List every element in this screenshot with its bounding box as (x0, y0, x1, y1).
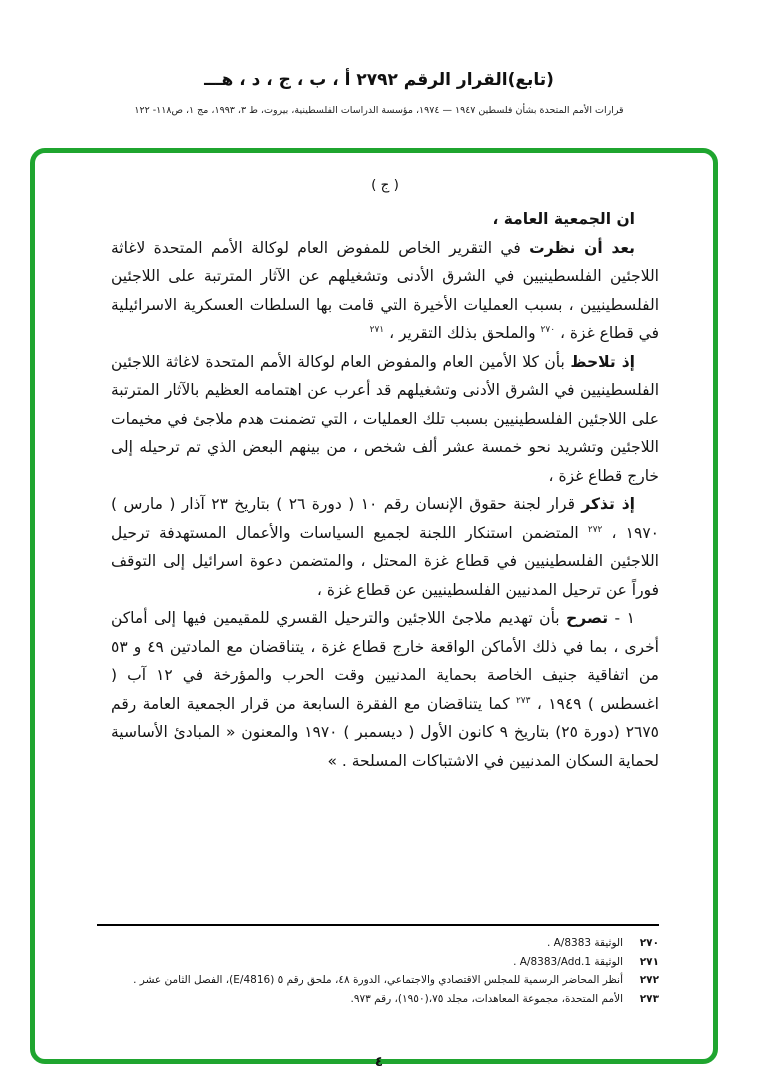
page-number: ٤ (374, 1054, 384, 1070)
footnote-text: أنظر المحاضر الرسمية للمجلس الاقتصادي والاجتماعي، الدورة ٤٨، ملحق رقم ٥ (E/4816)، الفصل الثامن عشر . (133, 974, 623, 986)
footnote-ref-273: ٢٧٣ (515, 695, 531, 706)
paragraph-declares (111, 604, 659, 775)
paragraph-text: والملحق بذلك التقرير ، (389, 324, 536, 342)
paragraph-text: قرار لجنة حقوق الإنسان رقم ١٠ ( دورة ٢٦ ) بتاريخ ٢٣ آذار ( مارس ) ١٩٧٠ ، (111, 495, 659, 542)
paragraph-text: في التقرير الخاص للمفوض العام لوكالة الأمم المتحدة لاغاثة اللاجئين الفلسطينيين في الشرق الأدنى وتشغيلهم عن الآثار المترتبة على اللاجئين الفلسطينيين ، بسبب العمليات الأخيرة التي قامت بها السلطات العسكرية الاسرائيلية في قطاع غزة ، (111, 238, 659, 342)
item-number: ١ - (614, 609, 635, 627)
footnote-number: ٢٧٣ (639, 992, 659, 1005)
paragraph-text: المتضمن استنكار اللجنة لجميع السياسات والأعمال المستهدفة ترحيل اللاجئين الفلسطينيين في قطاع غزة المحتل ، والمتضمن دعوة اسرائيل إلى التوقف فوراً عن ترحيل المدنيين الفلسطينيين عن قطاع غزة ، (111, 523, 659, 599)
lead-phrase: تصرح (566, 609, 609, 627)
paragraph-text: بأن كلا الأمين العام والمفوض العام لوكالة الأمم المتحدة لاغاثة اللاجئين الفلسطينيين في الشرق الأدنى وتشغيلهم قد أعرب عن اهتمامه العظيم بالآثار المترتبة على اللاجئين الفلسطينيين بسبب تلك العمليات ، التي تضمنت هدم ملاجئ في مخيمات اللاجئين وتشريد نحو خمسة عشر ألف شخص ، من بينهم البعض الذي تم ترحيله إلى خارج قطاع غزة ، (111, 352, 659, 485)
paragraph-recalling (111, 490, 659, 604)
footnotes-section (97, 924, 659, 1009)
footnote-separator-rule (97, 924, 659, 926)
footnote (97, 954, 659, 971)
paragraph-having-considered (111, 234, 659, 348)
footnote-text: الأمم المتحدة، مجموعة المعاهدات، مجلد ٧٥،(١٩٥٠)، رقم ٩٧٣. (350, 992, 623, 1005)
paragraph-opening (111, 205, 659, 234)
paragraph-noting (111, 348, 659, 491)
lead-phrase: بعد أن نظرت (529, 238, 636, 257)
footnote-number: ٢٧٠ (639, 937, 659, 949)
source-citation-line: قرارات الأمم المتحدة بشأن فلسطين ١٩٤٧ — ١٩٧٤، مؤسسة الدراسات الفلسطينية، بيروت، ط ٣، ١٩٩٣، مج ١، ص١١٨- ١٢٢ (134, 105, 624, 116)
footnote (97, 935, 659, 952)
resolution-body (111, 177, 659, 775)
paragraph-text: بأن تهديم ملاجئ اللاجئين والترحيل القسري للمقيمين فيها إلى أماكن أخرى ، بما في ذلك الأماكن الواقعة خارج قطاع غزة ، يتناقضان مع المادتين ٤٩ و ٥٣ من اتفاقية جنيف الخاصة بحماية المدنيين وقت الحرب والمؤرخة في ١٢ آب ( اغسطس ) ١٩٤٩ ، (111, 609, 659, 713)
resolution-title: (تابع)القرار الرقم ٢٧٩٢ أ ، ب ، ج ، د ، هـــ (204, 70, 554, 90)
footnote-number: ٢٧١ (639, 955, 659, 968)
footnote-ref-270: ٢٧٠ (540, 324, 556, 335)
footnote-number: ٢٧٢ (639, 974, 659, 986)
opening-phrase: ان الجمعية العامة ، (492, 210, 635, 228)
lead-phrase: إذ تذكر (581, 495, 635, 513)
document-header (0, 70, 758, 116)
footnote-text: الوثيقة A/8383 . (546, 937, 623, 949)
footnote (97, 991, 659, 1008)
green-border-frame (30, 148, 718, 1064)
footnote-text: الوثيقة A/8383/Add.1 . (513, 955, 623, 968)
paragraph-text: كما يتناقضان مع الفقرة السابعة من قرار الجمعية العامة رقم ٢٦٧٥ (دورة ٢٥) بتاريخ ٩ كانون الأول ( ديسمبر ) ١٩٧٠ والمعنون « المبادئ الأساسية لحماية السكان المدنيين في الاشتباكات المسلحة . » (111, 694, 660, 770)
footnote (97, 972, 659, 989)
lead-phrase: إذ تلاحظ (570, 352, 635, 371)
footnote-ref-271: ٢٧١ (369, 324, 385, 335)
section-letter-marker: ( ج ) (371, 177, 399, 193)
footnote-ref-272: ٢٧٢ (587, 524, 603, 535)
